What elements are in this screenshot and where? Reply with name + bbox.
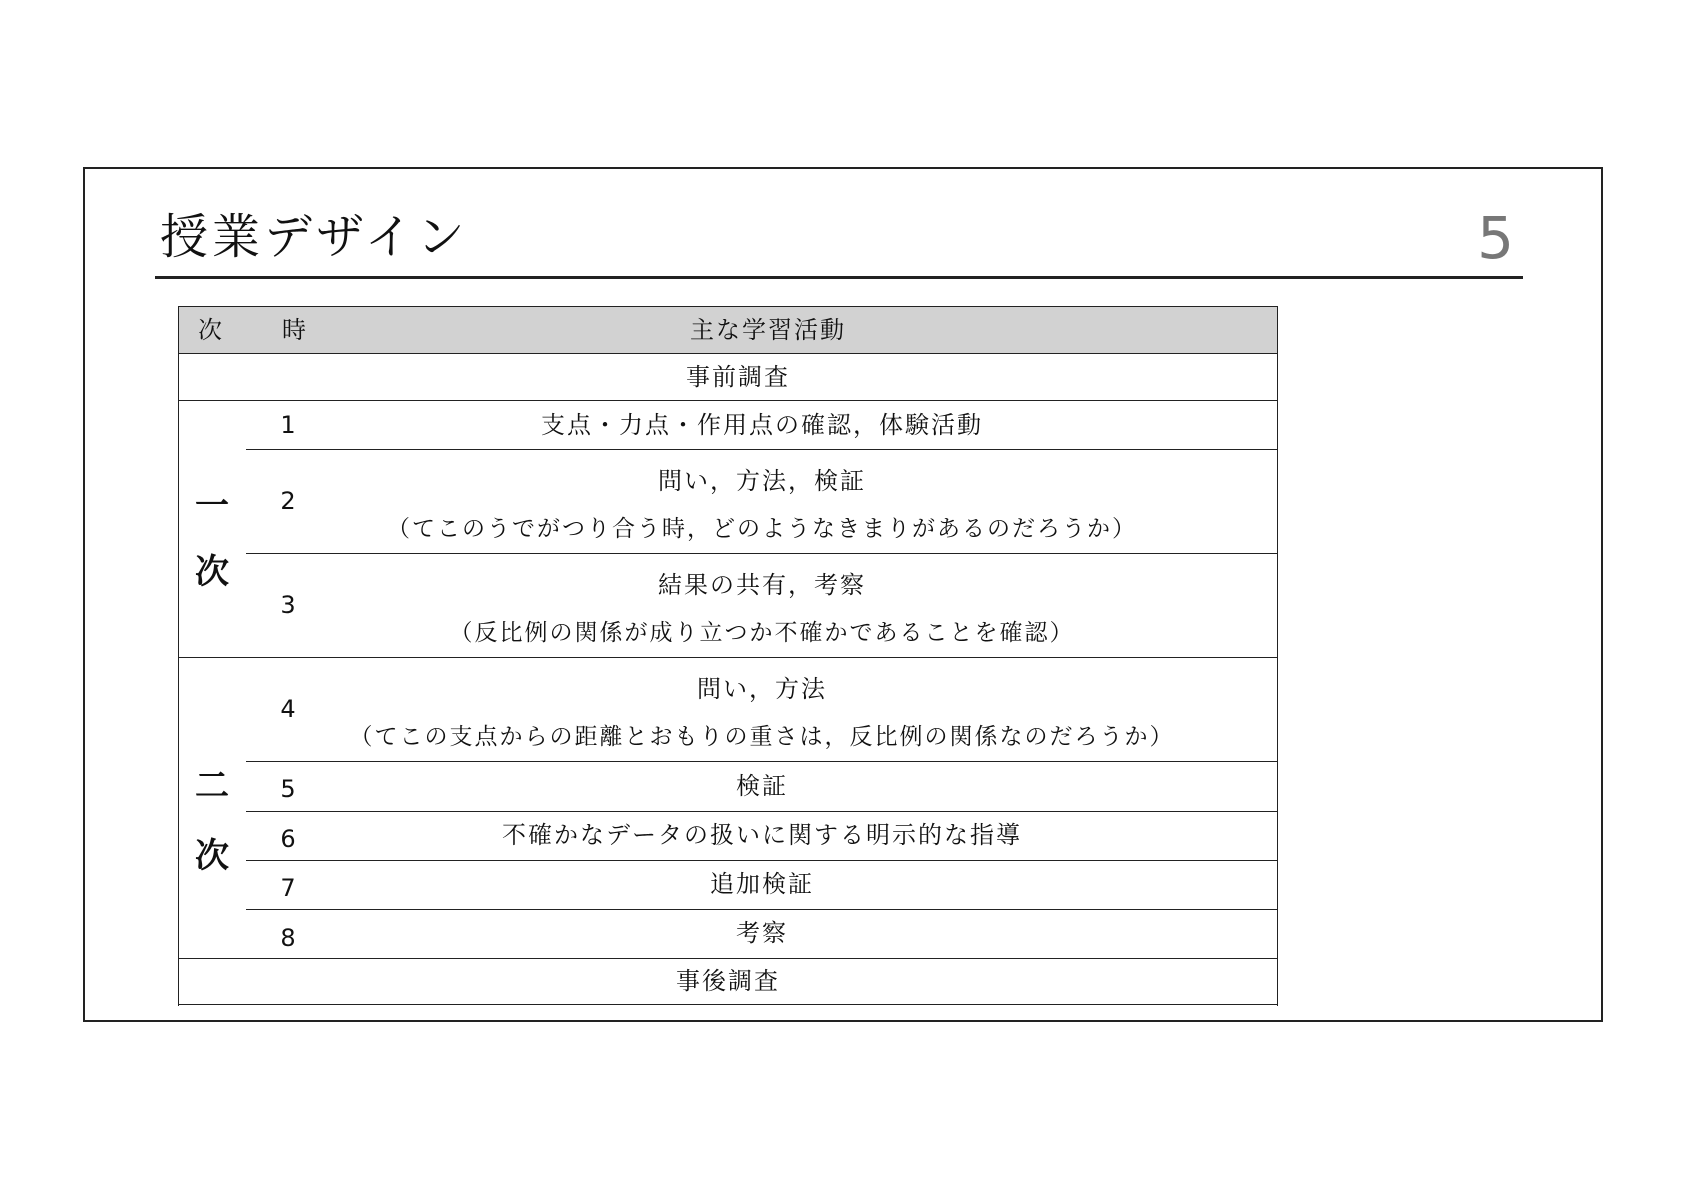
activity-main: 問い，方法: [697, 675, 827, 703]
period-number: 2: [280, 487, 296, 515]
phase2-label-top: 二: [195, 766, 229, 806]
activity-main: 検証: [736, 772, 788, 800]
header-phase: 次: [198, 316, 224, 344]
slide-title: 授業デザイン: [160, 209, 469, 265]
period-number: 8: [280, 924, 296, 952]
header-activity: 主な学習活動: [690, 316, 846, 344]
activity-main: 追加検証: [710, 870, 814, 898]
activity-main: 考察: [736, 919, 788, 947]
lesson-plan-table: [178, 306, 1278, 1006]
activity-sub: （てこの支点からの距離とおもりの重さは，反比例の関係なのだろうか）: [349, 724, 1175, 750]
period-number: 5: [280, 775, 296, 803]
period-number: 7: [280, 874, 296, 902]
header-divider: [178, 353, 1278, 354]
period-divider: [246, 811, 1278, 812]
phase1-label-bottom: 次: [195, 552, 229, 592]
activity-sub: （てこのうでがつり合う時，どのようなきまりがあるのだろうか）: [387, 516, 1137, 542]
pre-survey-divider: [178, 400, 1278, 401]
activity-main: 結果の共有，考察: [658, 571, 866, 599]
period-number: 1: [280, 411, 296, 439]
period-divider: [246, 909, 1278, 910]
period-number: 3: [280, 591, 296, 619]
period-number: 4: [280, 695, 296, 723]
period-divider: [246, 449, 1278, 450]
pre-survey-cell: 事前調査: [686, 363, 790, 391]
header-period: 時: [282, 316, 308, 344]
activity-main: 不確かなデータの扱いに関する明示的な指導: [502, 821, 1022, 849]
phase1-label-top: 一: [195, 486, 229, 526]
table-border-left: [178, 306, 179, 1006]
table-border-top: [178, 306, 1278, 307]
post-survey-cell: 事後調査: [676, 967, 780, 995]
period-divider: [246, 860, 1278, 861]
period-number: 6: [280, 825, 296, 853]
period-divider: [246, 761, 1278, 762]
period-divider: [246, 553, 1278, 554]
post-survey-divider: [178, 958, 1278, 959]
phase2-label-bottom: 次: [195, 836, 229, 876]
activity-main: 問い，方法，検証: [658, 467, 866, 495]
phase-divider: [178, 657, 1278, 658]
activity-main: 支点・力点・作用点の確認，体験活動: [541, 411, 983, 439]
table-border-bottom: [178, 1004, 1278, 1005]
activity-sub: （反比例の関係が成り立つか不確かであることを確認）: [449, 620, 1075, 646]
page-number: 5: [1477, 204, 1514, 272]
title-divider: [155, 276, 1523, 279]
